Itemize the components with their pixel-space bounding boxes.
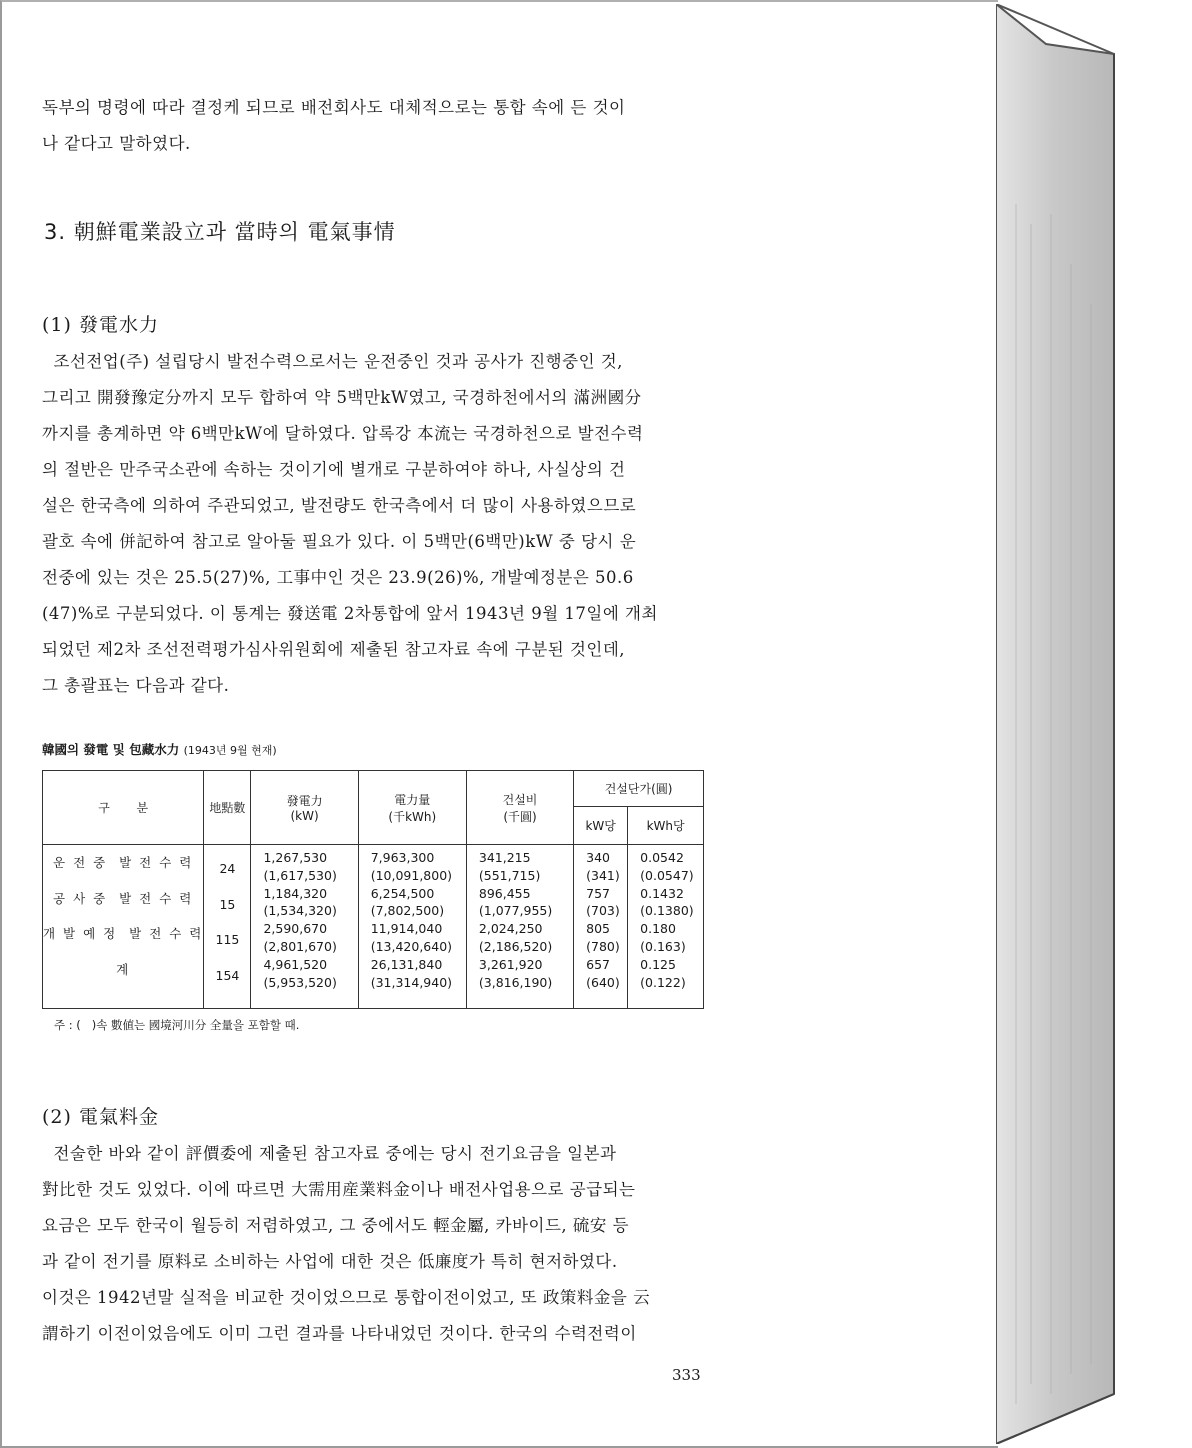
unit-cost-kw-cell-line: (780) <box>586 938 620 954</box>
unit-cost-kw-cell <box>574 845 628 1009</box>
energy-values-cell-line: 6,254,500 <box>370 885 435 901</box>
hydro-paragraph-line: 괄호 속에 併記하여 참고로 알아둘 필요가 있다. 이 5백만(6백만)kW 중 당시 운 <box>42 532 637 551</box>
hydro-paragraph-line: 까지를 총계하면 약 6백만kW에 달하였다. 압록강 本流는 국경하천으로 발전수력 <box>42 424 644 443</box>
cost-values-cell-line: 341,215 <box>478 850 531 865</box>
rates-paragraph-line: 對比한 것도 있었다. 이에 따르면 大需用産業料金이나 배전사업용으로 공급되는 <box>42 1180 636 1199</box>
unit-cost-kwh-cell-line: (0.0547) <box>640 867 694 883</box>
cost-values-cell-line: 2,024,250 <box>478 921 543 937</box>
rates-paragraph-line: 요금은 모두 한국이 월등히 저렴하였고, 그 중에서도 輕金屬, 카바이드, 硫安 등 <box>42 1216 630 1235</box>
unit-cost-kw-cell-line: (341) <box>586 867 620 883</box>
hydro-paragraph <box>42 344 702 704</box>
row-labels-cell-line: 공 사 중 발 전 수 력 <box>53 890 194 906</box>
header-unit-cost: 건설단가(圓) <box>574 771 704 807</box>
unit-cost-kwh-cell-line: (0.122) <box>640 974 686 990</box>
power-values-cell-line: (2,801,670) <box>263 938 337 954</box>
intro-paragraph-line: 독부의 명령에 따라 결정케 되므로 배전회사도 대체적으로는 통합 속에 든 것이 <box>42 98 626 117</box>
unit-cost-kwh-cell-line: 0.180 <box>640 921 676 937</box>
subsection-heading-hydro: (1) 發電水力 <box>42 314 159 336</box>
header-power <box>251 771 358 845</box>
energy-values-cell-line: (13,420,640) <box>370 938 453 954</box>
cost-values-cell-line: 3,261,920 <box>478 956 543 972</box>
unit-cost-kw-cell-line: (703) <box>586 903 620 919</box>
sites-cell-line: 154 <box>215 967 240 983</box>
header-cost <box>466 771 573 845</box>
intro-paragraph-line: 나 같다고 말하였다. <box>42 134 191 153</box>
sites-cell <box>204 845 251 1009</box>
table-note: 주 : ( )속 數値는 國境河川分 全量을 포함할 때. <box>54 1018 300 1032</box>
hydro-paragraph-line: (47)%로 구분되었다. 이 통계는 發送電 2차통합에 앞서 1943년 9월 17일에 개최 <box>42 604 658 623</box>
unit-cost-kw-cell-line: 757 <box>586 885 610 901</box>
subsection-heading-rates: (2) 電氣料金 <box>42 1106 159 1128</box>
cost-values-cell-line: (551,715) <box>478 867 541 883</box>
cost-values-cell-line: (1,077,955) <box>478 903 553 919</box>
energy-values-cell-line: (10,091,800) <box>370 867 453 883</box>
cost-values-cell-line: 896,455 <box>478 885 531 901</box>
sites-cell-line: 115 <box>215 932 240 947</box>
energy-values-cell-line: 7,963,300 <box>370 850 435 865</box>
unit-cost-kw-cell-line: (640) <box>586 974 620 990</box>
cost-values-cell <box>466 845 573 1009</box>
header-cost-unit: (千圓) <box>503 809 537 824</box>
energy-values-cell-line: (7,802,500) <box>370 903 445 919</box>
table-caption <box>42 740 277 758</box>
rates-paragraph-line: 이것은 1942년말 실적을 비교한 것이었으므로 통합이전이었고, 또 政策料金을 云 <box>42 1288 651 1307</box>
unit-cost-kw-cell-line: 805 <box>586 921 610 937</box>
rates-paragraph-line: 과 같이 전기를 原料로 소비하는 사업에 대한 것은 低廉度가 특히 현저하였다. <box>42 1252 618 1271</box>
section-heading: 3. 朝鮮電業設立과 當時의 電氣事情 <box>44 220 396 244</box>
header-per-kwh: kWh당 <box>628 807 704 845</box>
rates-paragraph <box>42 1136 702 1352</box>
header-category: 구 분 <box>43 771 204 845</box>
energy-values-cell-line: 26,131,840 <box>370 956 443 972</box>
header-energy-label: 電力量 <box>394 792 431 807</box>
header-sites: 地點數 <box>204 771 251 845</box>
table-caption-date: (1943년 9월 현재) <box>183 744 277 757</box>
energy-values-cell <box>358 845 466 1009</box>
power-values-cell-line: 4,961,520 <box>263 956 328 972</box>
table-caption-title: 韓國의 發電 및 包藏水力 <box>42 742 180 757</box>
unit-cost-kwh-cell-line: 0.125 <box>640 956 676 972</box>
hydro-paragraph-line: 되었던 제2차 조선전력평가심사위원회에 제출된 참고자료 속에 구분된 것인데, <box>42 640 626 659</box>
book-page-edge <box>996 4 1116 1444</box>
hydro-paragraph-line: 설은 한국측에 의하여 주관되었고, 발전량도 한국측에서 더 많이 사용하였으므로 <box>42 496 637 515</box>
power-values-cell-line: 1,267,530 <box>263 850 328 865</box>
unit-cost-kwh-cell-line: (0.1380) <box>640 903 694 919</box>
power-values-cell <box>251 845 358 1009</box>
page-number: 333 <box>672 1366 701 1384</box>
header-per-kw: kW당 <box>574 807 628 845</box>
header-energy <box>358 771 466 845</box>
power-values-cell-line: 2,590,670 <box>263 921 328 937</box>
cost-values-cell-line: (3,816,190) <box>478 974 553 990</box>
energy-values-cell-line: (31,314,940) <box>370 974 453 990</box>
hydro-power-table <box>42 770 704 1009</box>
hydro-paragraph-line: 의 절반은 만주국소관에 속하는 것이기에 별개로 구분하여야 하나, 사실상의 건 <box>42 460 626 479</box>
hydro-paragraph-line: 그리고 開發豫定分까지 모두 합하여 약 5백만kW였고, 국경하천에서의 滿洲國分 <box>42 388 642 407</box>
hydro-paragraph-line: 전중에 있는 것은 25.5(27)%, 工事中인 것은 23.9(26)%, 개발예정분은 50.6 <box>42 568 634 587</box>
hydro-paragraph-line: 그 총괄표는 다음과 같다. <box>42 676 230 695</box>
rates-paragraph-line: 謂하기 이전이었음에도 이미 그런 결과를 나타내었던 것이다. 한국의 수력전력이 <box>42 1324 637 1343</box>
header-power-unit: (kW) <box>290 809 319 823</box>
unit-cost-kw-cell-line: 340 <box>586 850 610 865</box>
power-values-cell-line: 1,184,320 <box>263 885 328 901</box>
row-labels-cell <box>43 845 204 1009</box>
unit-cost-kwh-cell-line: (0.163) <box>640 938 686 954</box>
sites-cell-line: 24 <box>219 861 236 876</box>
unit-cost-kwh-cell-line: 0.1432 <box>640 885 684 901</box>
power-values-cell-line: (1,617,530) <box>263 867 337 883</box>
row-labels-cell-line: 운 전 중 발 전 수 력 <box>53 855 194 870</box>
cost-values-cell-line: (2,186,520) <box>478 938 553 954</box>
header-cost-label: 건설비 <box>502 792 538 807</box>
power-values-cell-line: (1,534,320) <box>263 903 337 919</box>
rates-paragraph-line: 전술한 바와 같이 評價委에 제출된 참고자료 중에는 당시 전기요금을 일본과 <box>42 1144 617 1163</box>
row-labels-cell-line: 계 <box>116 961 131 977</box>
power-values-cell-line: (5,953,520) <box>263 974 337 990</box>
row-labels-cell-line: 개 발 예 정 발 전 수 력 <box>43 926 204 941</box>
energy-values-cell-line: 11,914,040 <box>370 921 443 937</box>
hydro-paragraph-line: 조선전업(주) 설립당시 발전수력으로서는 운전중인 것과 공사가 진행중인 것, <box>42 352 623 371</box>
unit-cost-kwh-cell-line: 0.0542 <box>640 850 684 865</box>
header-energy-unit: (千kWh) <box>388 809 437 824</box>
unit-cost-kwh-cell <box>628 845 704 1009</box>
intro-paragraph <box>42 90 702 162</box>
header-power-label: 發電力 <box>286 794 323 808</box>
unit-cost-kw-cell-line: 657 <box>586 956 610 972</box>
sites-cell-line: 15 <box>219 896 236 912</box>
